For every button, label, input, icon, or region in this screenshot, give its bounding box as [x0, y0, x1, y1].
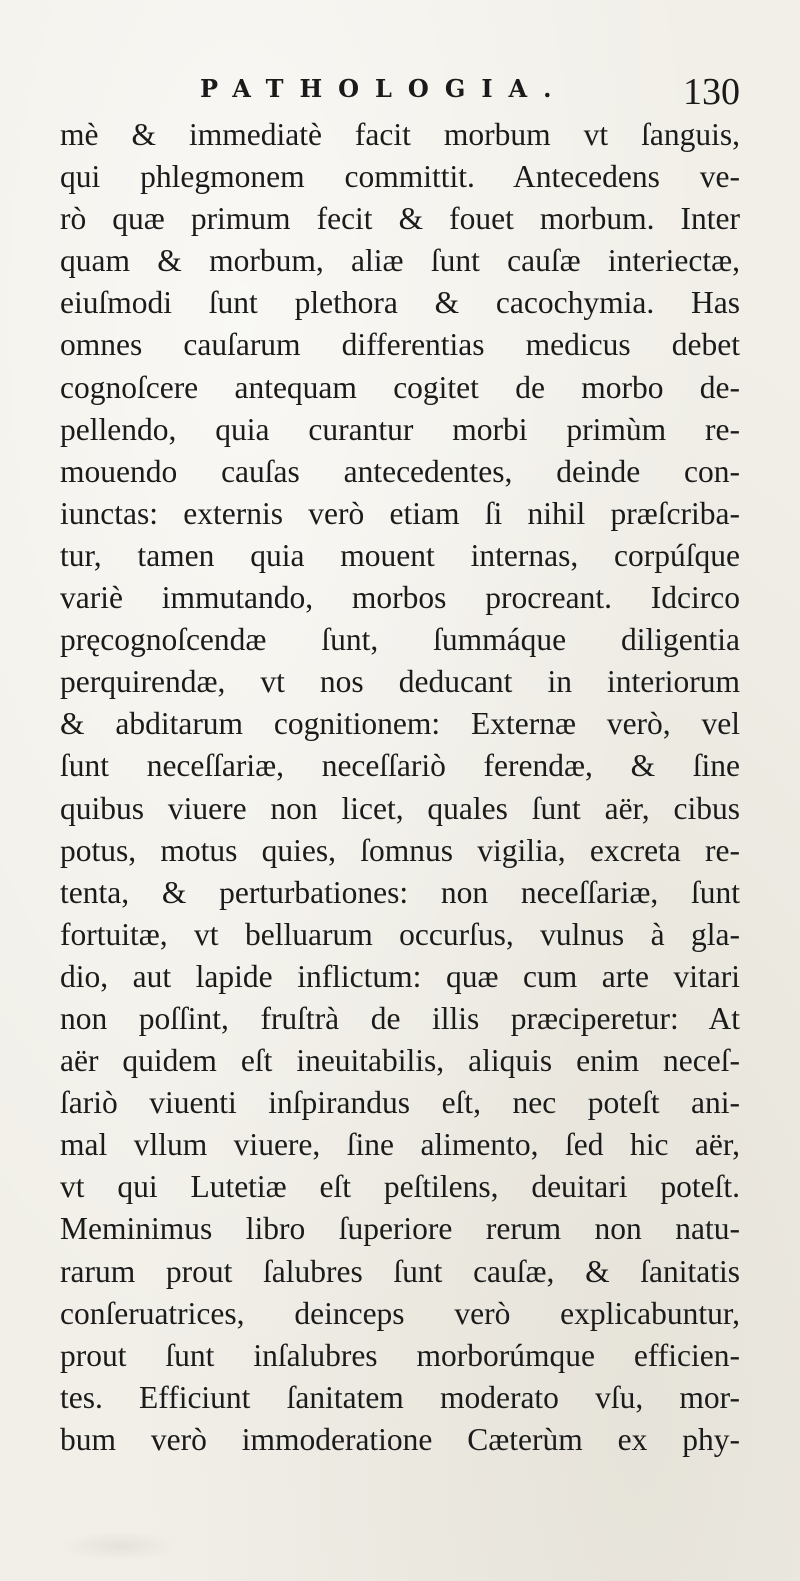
- text-line: vt qui Lutetiæ eſt peſtilens, deuitari poteſt.: [60, 1169, 740, 1205]
- text-line: mouendo cauſas antecedentes, deinde con-: [60, 453, 740, 489]
- text-line: cognoſcere antequam cogitet de morbo de-: [60, 369, 740, 405]
- text-line: omnes cauſarum differentias medicus debet: [60, 327, 740, 363]
- text-line: non poſſint, fruſtrà de illis præciperetur: At: [60, 1000, 740, 1036]
- page-number: 130: [683, 71, 740, 113]
- text-line: ſunt neceſſariæ, neceſſariò ferendæ, & ſine: [60, 748, 740, 784]
- text-line: tur, tamen quia mouent internas, corpúſque: [60, 537, 740, 573]
- text-line: potus, motus quies, ſomnus vigilia, excreta re-: [60, 832, 740, 868]
- text-line: pellendo, quia curantur morbi primùm re-: [60, 411, 740, 447]
- text-line: pręcognoſcendæ ſunt, ſummáque diligentia: [60, 622, 740, 658]
- text-line: qui phlegmonem committit. Antecedens ve-: [60, 159, 740, 195]
- text-line: iunctas: externis verò etiam ſi nihil præſcriba-: [60, 495, 740, 531]
- text-line: rò quæ primum fecit & fouet morbum. Inter: [60, 201, 740, 237]
- text-line: & abditarum cognitionem: Externæ verò, vel: [60, 706, 740, 742]
- text-line: quibus viuere non licet, quales ſunt aër, cibus: [60, 790, 740, 826]
- text-line: bum verò immoderatione Cæterùm ex phy-: [60, 1421, 740, 1457]
- text-line: variè immutando, morbos procreant. Idcirco: [60, 580, 740, 616]
- text-line: quam & morbum, aliæ ſunt cauſæ interiectæ,: [60, 243, 740, 279]
- paper-smudge: [60, 1531, 180, 1561]
- running-title: PATHOLOGIA.: [200, 74, 568, 103]
- text-line: tes. Efficiunt ſanitatem moderato vſu, mor-: [60, 1379, 740, 1415]
- text-line: Meminimus libro ſuperiore rerum non natu-: [60, 1211, 740, 1247]
- text-line: dio, aut lapide inflictum: quæ cum arte vitari: [60, 958, 740, 994]
- running-head: [60, 71, 740, 114]
- text-line: mè & immediatè facit morbum vt ſanguis,: [60, 117, 740, 152]
- body-text: [60, 114, 740, 1461]
- text-line: conſeruatrices, deinceps verò explicabuntur,: [60, 1295, 740, 1331]
- text-line: aër quidem eſt ineuitabilis, aliquis enim neceſ-: [60, 1043, 740, 1079]
- text-line: prout ſunt inſalubres morborúmque efficien-: [60, 1337, 740, 1373]
- text-line: fortuitæ, vt belluarum occurſus, vulnus à gla-: [60, 916, 740, 952]
- text-line: tenta, & perturbationes: non neceſſariæ, ſunt: [60, 874, 740, 910]
- text-line: eiuſmodi ſunt plethora & cacochymia. Has: [60, 285, 740, 321]
- text-line: ſariò viuenti inſpirandus eſt, nec poteſt ani-: [60, 1085, 740, 1121]
- text-line: rarum prout ſalubres ſunt cauſæ, & ſanitatis: [60, 1253, 740, 1289]
- text-line: mal vllum viuere, ſine alimento, ſed hic aër,: [60, 1127, 740, 1163]
- text-line: perquirendæ, vt nos deducant in interiorum: [60, 664, 740, 700]
